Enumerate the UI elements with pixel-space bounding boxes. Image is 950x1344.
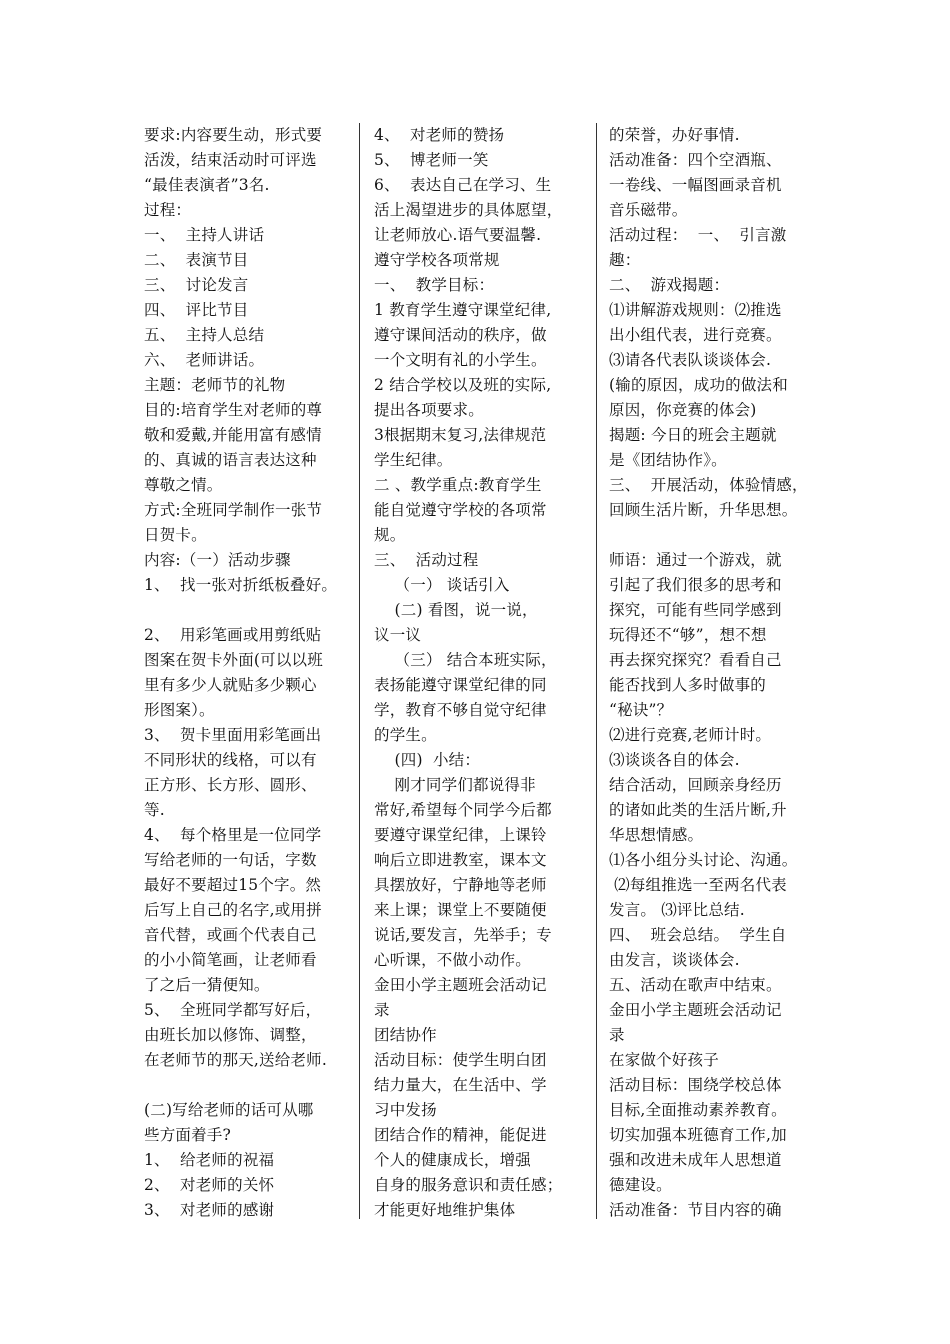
text-line: “秘诀”？ — [609, 701, 673, 719]
text-line: 六、 老师讲话。 — [144, 351, 265, 369]
text-line: 后写上自己的名字,或用拼 — [144, 901, 322, 919]
text-line: 3、 对老师的感谢 — [144, 1201, 275, 1219]
text-line: 里有多少人就贴多少颗心 — [144, 676, 317, 694]
text-line: 音代替，或画个代表自己 — [144, 926, 317, 944]
text-line: 议一议 — [374, 626, 422, 644]
text-line: 写给老师的一句话，字数 — [144, 851, 317, 869]
text-line: 结合活动，回顾亲身经历 — [609, 776, 782, 794]
text-line: 趣： — [609, 251, 641, 269]
text-line: 5、 全班同学都写好后， — [144, 1001, 322, 1019]
text-line: 尊敬之情。 — [144, 476, 223, 494]
text-line: 才能更好地维护集体 — [374, 1201, 516, 1219]
text-line: ⑴各小组分头讨论、沟通。 — [609, 851, 798, 869]
text-line: 个人的健康成长，增强 — [374, 1151, 532, 1169]
text-line: 常好,希望每个同学今后都 — [374, 801, 552, 819]
text-line: 4、 对老师的赞扬 — [374, 126, 505, 144]
text-line: 团结合作的精神，能促进 — [374, 1126, 547, 1144]
text-line: 三、 讨论发言 — [144, 276, 249, 294]
text-line: 让老师放心.语气要温馨. — [374, 226, 542, 244]
text-line — [144, 1073, 349, 1098]
text-line: 最好不要超过15个字。然 — [144, 876, 322, 894]
text-line: 些方面着手? — [144, 1126, 232, 1144]
column-divider-right — [596, 123, 597, 1219]
text-line: 回顾生活片断，升华思想。 — [609, 501, 798, 519]
text-line: 学，教育不够自觉守纪律 — [374, 701, 547, 719]
text-line: 能自觉遵守学校的各项常 — [374, 501, 547, 519]
text-line: 由班长加以修饰、调整， — [144, 1026, 317, 1044]
text-line: 录 — [374, 1001, 390, 1019]
text-line: 要遵守课堂纪律，上课铃 — [374, 826, 547, 844]
text-line: 的小小简笔画，让老师看 — [144, 951, 317, 969]
column-divider-left — [359, 123, 360, 1219]
text-line: 1、 找一张对折纸板叠好。 — [144, 576, 338, 594]
text-line: 内容:（一）活动步骤 — [144, 551, 291, 569]
text-line: 活动准备：四个空酒瓶、 — [609, 151, 782, 169]
text-line: 三、 开展活动，体验情感， — [609, 476, 808, 494]
text-line: 由发言，谈谈体会. — [609, 951, 740, 969]
text-line: (四) 小结： — [374, 751, 481, 769]
text-line: “最佳表演者”3名. — [144, 176, 270, 194]
text-line: 引起了我们很多的思考和 — [609, 576, 782, 594]
text-line: 二 、教学重点:教育学生 — [374, 476, 542, 494]
text-line: 五、活动在歌声中结束。 — [609, 976, 782, 994]
text-line: 在家做个好孩子 — [609, 1051, 719, 1069]
text-line: 活动过程： 一、 引言激 — [609, 226, 787, 244]
text-line: 一卷线、一幅图画录音机 — [609, 176, 782, 194]
text-line: 团结协作 — [374, 1026, 437, 1044]
text-line: 响后立即进教室，课本文 — [374, 851, 547, 869]
text-line: 目的:培育学生对老师的尊 — [144, 401, 323, 419]
text-line: 切实加强本班德育工作,加 — [609, 1126, 787, 1144]
text-line: 的荣誉，办好事情. — [609, 126, 740, 144]
text-line: 师语：通过一个游戏，就 — [609, 551, 782, 569]
text-line: 日贺卡。 — [144, 526, 207, 544]
text-line: 2、 对老师的关怀 — [144, 1176, 275, 1194]
text-line: 二、 游戏揭题： — [609, 276, 730, 294]
text-line: 心听课，不做小动作。 — [374, 951, 532, 969]
text-line: 目标,全面推动素养教育。 — [609, 1101, 787, 1119]
text-line: （一） 谈话引入 — [374, 576, 510, 594]
text-line: 1、 给老师的祝福 — [144, 1151, 275, 1169]
text-line: 的、真诚的语言表达这种 — [144, 451, 317, 469]
text-line: 二、 表演节目 — [144, 251, 249, 269]
text-line: 自身的服务意识和责任感； — [374, 1176, 563, 1194]
text-line: 的学生。 — [374, 726, 437, 744]
text-line: 4、 每个格里是一位同学 — [144, 826, 322, 844]
text-line: 不同形状的线格，可以有 — [144, 751, 317, 769]
text-line: 华思想情感。 — [609, 826, 704, 844]
text-line: 活泼，结束活动时可评选 — [144, 151, 317, 169]
text-line — [609, 523, 819, 548]
text-line: 探究，可能有些同学感到 — [609, 601, 782, 619]
text-line: 刚才同学们都说得非 — [374, 776, 536, 794]
text-line: 敬和爱戴,并能用富有感情 — [144, 426, 322, 444]
text-line: 录 — [609, 1026, 625, 1044]
text-line: 原因，你竞赛的体会) — [609, 401, 757, 419]
text-line: （三） 结合本班实际， — [374, 651, 557, 669]
text-line: 3、 贺卡里面用彩笔画出 — [144, 726, 322, 744]
text-line: 2、 用彩笔画或用剪纸贴 — [144, 626, 322, 644]
text-line: 正方形、长方形、圆形、 — [144, 776, 317, 794]
text-line: 活上渴望进步的具体愿望， — [374, 201, 563, 219]
text-line: ⑵每组推选一至两名代表 — [609, 876, 787, 894]
text-line: (输的原因，成功的做法和 — [609, 376, 788, 394]
text-line: 五、 主持人总结 — [144, 326, 265, 344]
text-line: ⑶请各代表队谈谈体会. — [609, 351, 772, 369]
text-line: 遵守学校各项常规 — [374, 251, 500, 269]
text-line: ⑶谈谈各自的体会. — [609, 751, 740, 769]
text-line: 三、 活动过程 — [374, 551, 479, 569]
text-line: (二) 看图，说一说， — [374, 601, 538, 619]
text-line: 在老师节的那天,送给老师. — [144, 1051, 327, 1069]
text-line: 方式:全班同学制作一张节 — [144, 501, 323, 519]
text-line: 活动目标：使学生明白团 — [374, 1051, 547, 1069]
text-line: 规。 — [374, 526, 406, 544]
text-line: 揭题: 今日的班会主题就 — [609, 426, 777, 444]
text-line: ⑵进行竞赛,老师计时。 — [609, 726, 772, 744]
text-line: 了之后一猜便知。 — [144, 976, 270, 994]
text-line: 出小组代表，进行竞赛。 — [609, 326, 782, 344]
text-line: 发言。 ⑶评比总结. — [609, 901, 745, 919]
text-line: 表扬能遵守课堂纪律的同 — [374, 676, 547, 694]
text-line: 习中发扬 — [374, 1101, 437, 1119]
text-line: 提出各项要求。 — [374, 401, 484, 419]
text-line: 等. — [144, 801, 165, 819]
text-line: 金田小学主题班会活动记 — [609, 1001, 782, 1019]
text-line: 3根据期末复习,法律规范 — [374, 426, 547, 444]
text-line: 学生纪律。 — [374, 451, 453, 469]
text-line: 形图案）。 — [144, 701, 215, 719]
text-line: 四、 班会总结。 学生自 — [609, 926, 787, 944]
text-line: 四、 评比节目 — [144, 301, 249, 319]
text-line: 德建设。 — [609, 1176, 672, 1194]
text-line: 活动准备：节目内容的确 — [609, 1201, 782, 1219]
text-line: 1 教育学生遵守课堂纪律, — [374, 301, 552, 319]
text-column-right — [609, 123, 819, 1223]
text-line: 来上课；课堂上不要随便 — [374, 901, 547, 919]
text-line: 遵守课间活动的秩序，做 — [374, 326, 547, 344]
text-line: 活动目标：围绕学校总体 — [609, 1076, 782, 1094]
text-line: 说话,要发言，先举手；专 — [374, 926, 552, 944]
text-line: 玩得还不“够”，想不想 — [609, 626, 767, 644]
text-line: 图案在贺卡外面(可以以班 — [144, 651, 323, 669]
text-line: 音乐磁带。 — [609, 201, 688, 219]
text-line: 是《团结协作》。 — [609, 451, 727, 469]
text-column-middle — [374, 123, 581, 1223]
text-line: 6、 表达自己在学习、生 — [374, 176, 552, 194]
text-line: 一、 主持人讲话 — [144, 226, 265, 244]
text-line: 具摆放好，宁静地等老师 — [374, 876, 547, 894]
text-line: 过程： — [144, 201, 192, 219]
text-line: 金田小学主题班会活动记 — [374, 976, 547, 994]
text-line: 再去探究探究？看看自己 — [609, 651, 782, 669]
text-line: (二)写给老师的话可从哪 — [144, 1101, 314, 1119]
text-line: 一、 教学目标： — [374, 276, 495, 294]
text-line: 主题：老师节的礼物 — [144, 376, 286, 394]
text-line: 能否找到人多时做事的 — [609, 676, 767, 694]
text-line: ⑴讲解游戏规则：⑵推选 — [609, 301, 782, 319]
text-line: 强和改进未成年人思想道 — [609, 1151, 782, 1169]
text-line: 要求:内容要生动，形式要 — [144, 126, 323, 144]
text-line: 结力量大，在生活中、学 — [374, 1076, 547, 1094]
text-line — [144, 598, 349, 623]
text-column-left — [144, 123, 349, 1223]
text-line: 5、 博老师一笑 — [374, 151, 489, 169]
text-line: 的诸如此类的生活片断,升 — [609, 801, 787, 819]
text-line: 2 结合学校以及班的实际, — [374, 376, 552, 394]
text-line: 一个文明有礼的小学生。 — [374, 351, 547, 369]
